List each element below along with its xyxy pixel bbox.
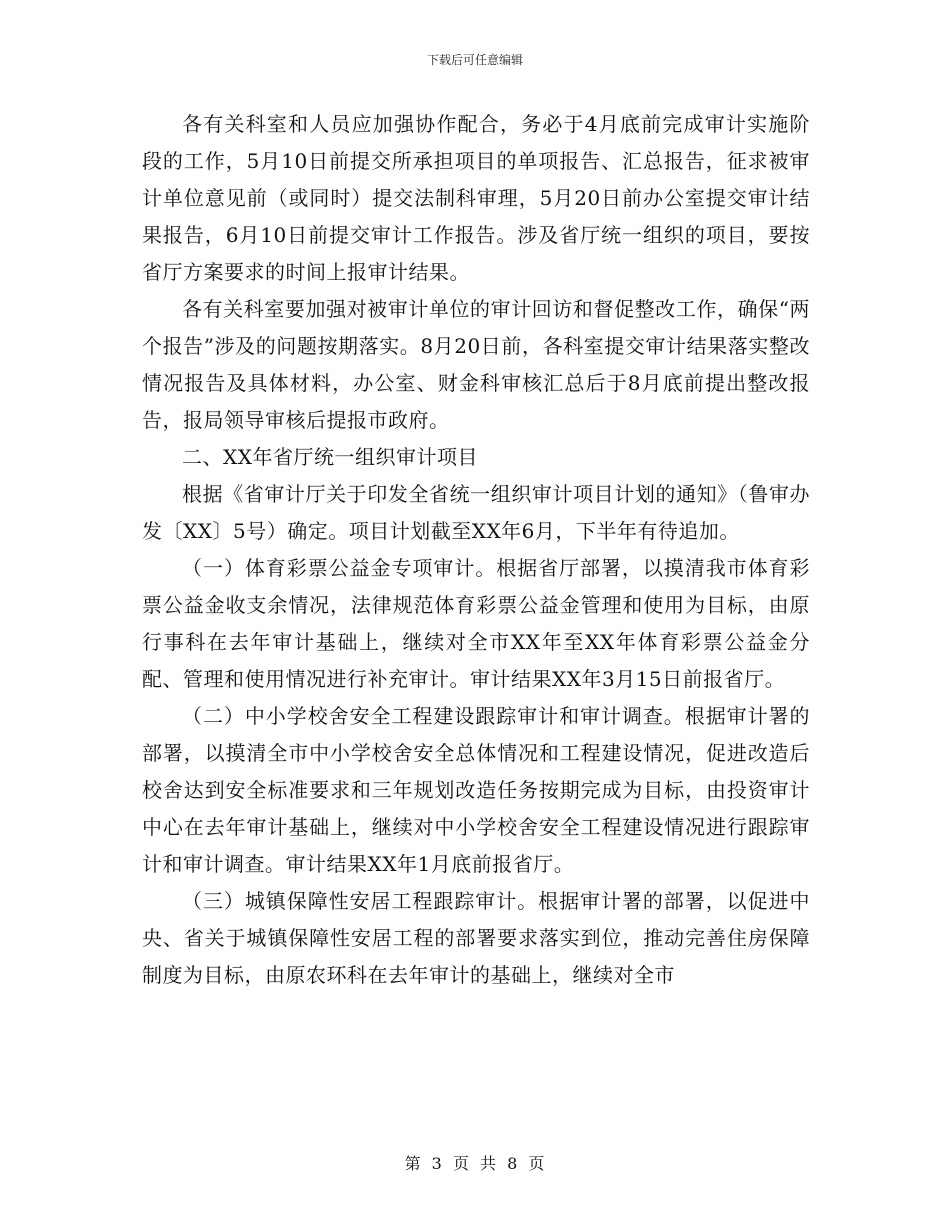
section-heading: 二、XX年省厅统一组织审计项目 [182, 445, 478, 469]
paragraph-3: 根据《省审计厅关于印发全省统一组织审计项目计划的通知》（鲁审办发〔XX〕5号）确定。项目计划截至XX年6月，下半年有待追加。 [142, 482, 810, 543]
paragraph-2: 各有关科室要加强对被审计单位的审计回访和督促整改工作，确保“两个报告”涉及的问题按期落实。8月20日前，各科室提交审计结果落实整改情况报告及具体材料，办公室、财金科审核汇总后于8月底前提出整改报告，报局领导审核后提报市政府。 [142, 297, 810, 432]
paragraph-6: （三）城镇保障性安居工程跟踪审计。根据审计署的部署，以促进中央、省关于城镇保障性安居工程的部署要求落实到位，推动完善住房保障制度为目标，由原农环科在去年审计的基础上，继续对全市 [142, 889, 810, 987]
page-header: 下载后可任意编辑 [426, 53, 523, 67]
paragraph-1: 各有关科室和人员应加强协作配合，务必于4月底前完成审计实施阶段的工作，5月10日前提交所承担项目的单项报告、汇总报告，征求被审计单位意见前（或同时）提交法制科审理，5月20日前办公室提交审计结果报告，6月10日前提交审计工作报告。涉及省厅统一组织的项目，要按省厅方案要求的时间上报审计结果。 [142, 112, 810, 284]
document-body [142, 106, 810, 994]
paragraph-4: （一）体育彩票公益金专项审计。根据省厅部署，以摸清我市体育彩票公益金收支余情况，法律规范体育彩票公益金管理和使用为目标，由原行事科在去年审计基础上，继续对全市XX年至XX年体育彩票公益金分配、管理和使用情况进行补充审计。审计结果XX年3月15日前报省厅。 [142, 556, 810, 691]
page-number: 第 3 页 共 8 页 [404, 1154, 546, 1173]
paragraph-5: （二）中小学校舍安全工程建设跟踪审计和审计调查。根据审计署的部署，以摸清全市中小学校舍安全总体情况和工程建设情况，促进改造后校舍达到安全标准要求和三年规划改造任务按期完成为目标，由投资审计中心在去年审计基础上，继续对中小学校舍安全工程建设情况进行跟踪审计和审计调查。审计结果XX年1月底前报省厅。 [142, 704, 810, 876]
